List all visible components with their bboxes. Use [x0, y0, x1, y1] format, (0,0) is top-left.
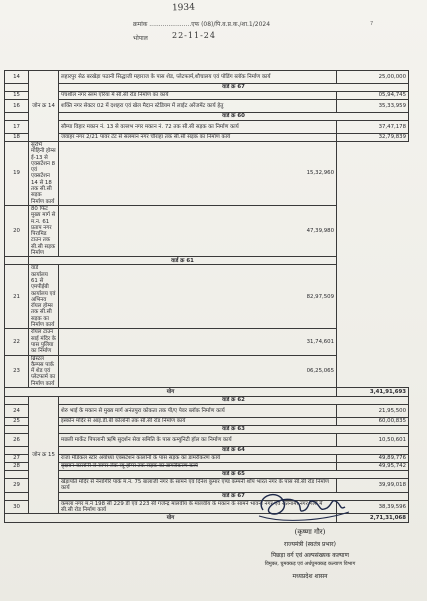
zone-label: जोन क्र 15 — [29, 396, 59, 513]
handwritten-date: 22-11-24 — [172, 31, 216, 40]
date-label: भोपाल — [133, 35, 148, 42]
work-description: शक्ति नगर सेक्टर 02 में दशहरा एवं खेल मैदान स्टेडियम में लाईट अरेंजमेंट कार्य हेतु — [59, 100, 337, 113]
work-description: इस्कॉन मंदिर से आइ.डी.बी कॉलोनी तक सी.सी रोड निर्माण कार्य — [59, 417, 337, 425]
works-table — [4, 70, 409, 523]
ward-header-row — [5, 425, 409, 433]
table-row — [5, 205, 409, 256]
amount: 06,25,065 — [59, 355, 337, 387]
work-description: शेरु भाई के मकान से मुख्य मार्ग अनंतपुरा कोकता तक पी/ए पेवर ब्लॉक निर्माण कार्य — [59, 404, 337, 417]
page-number: 7 — [370, 21, 374, 27]
designation-line-2: पिछड़ा वर्ग एवं अल्पसंख्यक कल्याण — [271, 552, 349, 559]
work-description: मछली मार्केट पिपलानी ऋषि सुदर्शन सेवा समिति के पास कम्युनिटी हॉल का निर्माण कार्य — [59, 433, 337, 446]
amount: 37,47,178 — [337, 121, 409, 134]
ward-header-row — [5, 84, 409, 92]
designation-line-4: मध्यप्रदेश शासन — [292, 573, 328, 580]
amount: 60,00,835 — [337, 417, 409, 425]
amount: 49,95,742 — [337, 462, 409, 470]
serial-number: 20 — [5, 205, 29, 256]
ward-header: वार्ड क्र 63 — [59, 425, 409, 433]
serial-number: 21 — [5, 265, 29, 329]
work-description: जवाहर नगर 2/21 पावर टेंट से सलमान नगर चौराहा तक सी.सी सड़क का निर्माण कार्य — [59, 134, 337, 142]
table-row — [5, 433, 409, 446]
ward-header: वार्ड क्र 67 — [59, 84, 409, 92]
ward-header-row — [5, 470, 409, 478]
table-row — [5, 71, 409, 84]
amount: 10,50,601 — [337, 433, 409, 446]
amount: 32,79,839 — [337, 134, 409, 142]
amount: 49,89,776 — [337, 454, 409, 462]
work-description: वार्ड कार्यालय 61 से एमपीईबी कार्यालय एवं अभिनव रॉयल होम्स तक सी.सी सड़क का निर्माण कार्य — [29, 265, 59, 329]
serial-number: 27 — [5, 454, 29, 462]
work-description: रॉयल टाउन साई मंदिर के पास पुलिया का निर्माण — [29, 329, 59, 355]
ward-header-row — [5, 113, 409, 121]
table-row — [5, 100, 409, 113]
work-description: राजा मेडिकल स्टोर अयोध्या एक्सटेंशन कालोनी के पास सड़क का डामरीकरण कार्य — [59, 454, 337, 462]
serial-number: 14 — [5, 71, 29, 84]
total-row — [5, 387, 409, 396]
table-row — [5, 92, 409, 100]
serial-number: 16 — [5, 100, 29, 113]
ward-header-row — [5, 446, 409, 454]
table-row — [5, 142, 409, 206]
serial-number: 29 — [5, 478, 29, 492]
ward-header: वार्ड क्र 60 — [59, 113, 409, 121]
table-row — [5, 462, 409, 470]
table-row — [5, 454, 409, 462]
amount: 31,74,601 — [59, 329, 337, 355]
empty-cell — [5, 84, 29, 92]
empty-cell — [5, 396, 29, 404]
amount: 39,99,018 — [337, 478, 409, 492]
serial-number: 17 — [5, 121, 29, 134]
serial-number: 22 — [5, 329, 29, 355]
table-row — [5, 417, 409, 425]
signature-block — [245, 480, 375, 590]
signature-graphic — [245, 480, 375, 532]
work-description: सौम्या विहार मकान नं. 13 से वल्लभ नगर मकान नं. 72 तक सी.सी सड़क का निर्माण कार्य — [59, 121, 337, 134]
serial-number: 25 — [5, 417, 29, 425]
amount: 15,32,960 — [59, 142, 337, 206]
table-row — [5, 355, 409, 387]
table-row — [5, 134, 409, 142]
ward-header-row — [5, 257, 409, 265]
work-description: वृंदावन कालोनी से सागर लेक व्यू होम्स तक सड़क का डामरीकरण कार्य — [59, 462, 337, 470]
zone-label: जोन क्र 14 — [29, 71, 59, 142]
table-row — [5, 404, 409, 417]
amount: 47,39,980 — [59, 205, 337, 256]
empty-cell — [5, 425, 29, 433]
handwritten-number: 1934 — [171, 2, 196, 14]
amount: 21,95,500 — [337, 404, 409, 417]
designation-line-1: राज्यमंत्री (स्वतंत्र प्रभार) — [284, 541, 336, 548]
empty-cell — [5, 113, 29, 121]
ward-header: वार्ड क्र 61 — [29, 257, 337, 265]
amount: 38,39,596 — [337, 500, 409, 514]
serial-number: 15 — [5, 92, 29, 100]
work-description: खेड़ापति मंदिर से नेनागिरि पार्क म.न. 75 बालाजी नगर के सामने एवं दिनेश कुमार एण्ड कम्पनी शॉप भारत नगर के पास सी.सी रोड निर्माण कार्य — [59, 478, 337, 492]
serial-number: 30 — [5, 500, 29, 514]
empty-cell — [5, 446, 29, 454]
amount: 82,97,509 — [59, 265, 337, 329]
work-description: सुरभि मोहिनी होम्स ई-13 से एक्सटेंशन 8 एवं एक्सटेंशन 14 से 18 तक सी.सी सड़क निर्माण कार्य — [29, 142, 59, 206]
amount: 35,33,959 — [337, 100, 409, 113]
ward-header: वार्ड क्र 62 — [59, 396, 409, 404]
work-description: 80 फिट मुख्य मार्ग से म.न. 61 प्रताप नगर पिरामिड टाउन तक सी.सी सड़क निर्माण — [29, 205, 59, 256]
total-label: योग — [5, 514, 337, 523]
amount: 05,94,745 — [337, 92, 409, 100]
serial-number: 18 — [5, 134, 29, 142]
work-description: पंचशील नगर स्लम एरिया में सी.सी रोड निर्माण का कार्य — [59, 92, 337, 100]
serial-number: 24 — [5, 404, 29, 417]
serial-number: 28 — [5, 462, 29, 470]
serial-number: 19 — [5, 142, 29, 206]
letter-number-line: क्रमांक ......................एफ (08)/पि.व.प्र.क./शा.1/2024 — [133, 21, 271, 28]
ward-header: वार्ड क्र 67 — [59, 492, 409, 500]
table-row — [5, 329, 409, 355]
empty-cell — [5, 492, 29, 500]
designation-line-3: विमुक्त, घुमक्कड़ एवं अर्धघुमक्कड़ कल्याण विभाग — [264, 561, 356, 567]
serial-number: 23 — [5, 355, 29, 387]
work-description: कमला नगर म.न 198 सी 229 डी एवं 223 सी गजेन्द्र मालवीय के मालवीय के मकान के सामने भावना नगर एवं सतनामी नगर गली में सी.सी रोड निर्माण कार्य — [59, 500, 337, 514]
ward-header: वार्ड क्र 64 — [59, 446, 409, 454]
total-amount: 3,41,91,693 — [337, 387, 409, 396]
work-description: ब्रिस्टल कैम्पस पार्क में शेड एवं प्लेटफार्म का निर्माण कार्य — [29, 355, 59, 387]
total-amount: 2,71,31,068 — [337, 514, 409, 523]
ward-header-row — [5, 396, 409, 404]
amount: 25,00,000 — [337, 71, 409, 84]
empty-cell — [5, 257, 29, 265]
work-description: लहारपुर सेठ बरखेड़ा पठानी सिद्धाजी महाराज के पास शेड, प्लेटफार्म,शौचालय एवं पोडिंग ब्लॉक निर्माण कार्य — [59, 71, 337, 84]
table-row — [5, 265, 409, 329]
serial-number: 26 — [5, 433, 29, 446]
table-row — [5, 121, 409, 134]
signatory-name: (कृष्णा गौर) — [294, 528, 326, 536]
total-label: योग — [5, 387, 337, 396]
empty-cell — [5, 470, 29, 478]
ward-header: वार्ड क्र 65 — [59, 470, 409, 478]
